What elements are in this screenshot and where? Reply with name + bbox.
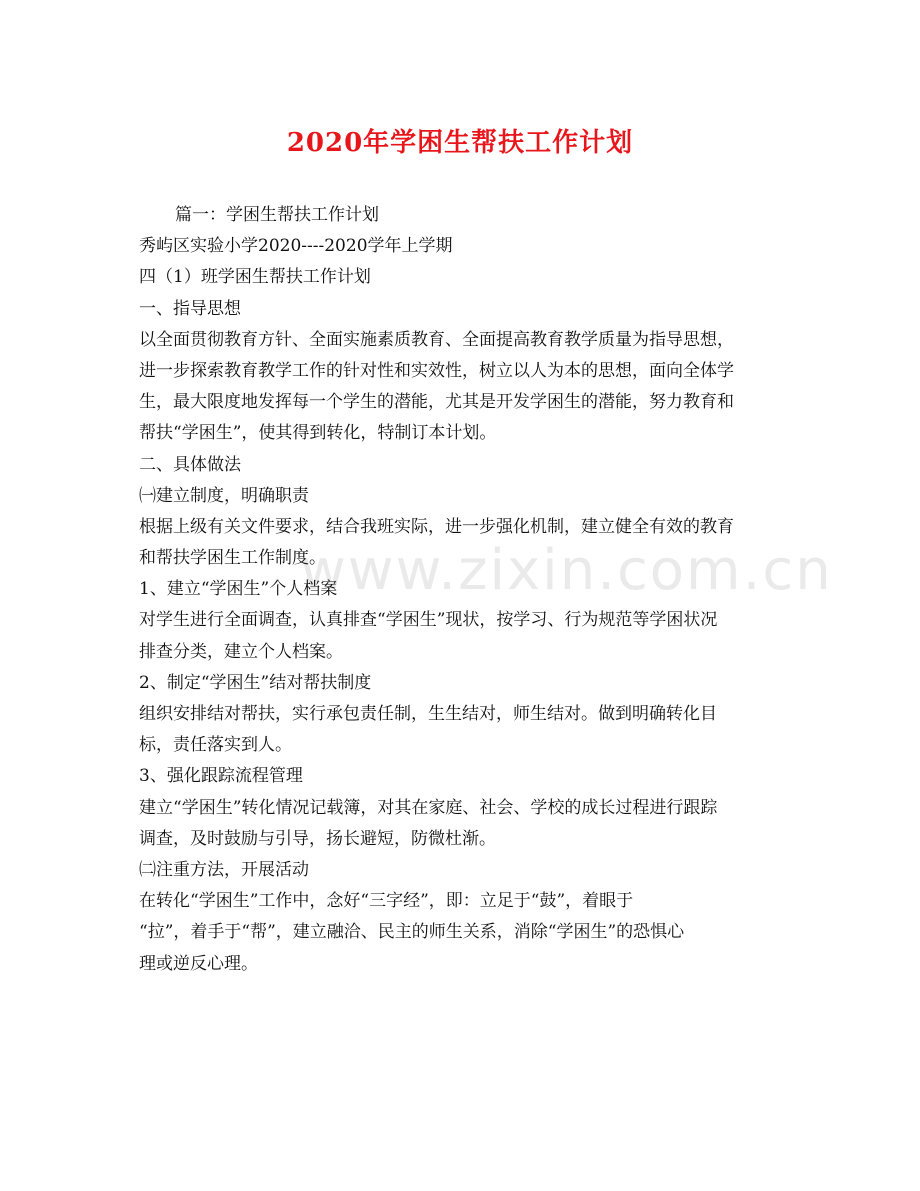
heading-guiding-thought: 一、指导思想 (139, 298, 241, 319)
paragraph-line: 建立“学困生”转化情况记载簿，对其在家庭、社会、学校的成长过程进行跟踪 (139, 797, 718, 818)
paragraph-line: 对学生进行全面调查，认真排查“学困生”现状，按学习、行为规范等学困状况 (139, 610, 718, 631)
section-heading: 篇一：学困生帮扶工作计划 (175, 205, 379, 225)
paragraph-line: “拉”，着手于“帮”，建立融洽、民主的师生关系，消除“学困生”的恐惧心 (139, 922, 685, 943)
plan-subtitle: 四（1）班学困生帮扶工作计划 (139, 267, 371, 288)
document-body (139, 200, 779, 980)
paragraph-line: 组织安排结对帮扶，实行承包责任制，生生结对，师生结对。做到明确转化目 (139, 704, 717, 724)
item-heading: 3、强化跟踪流程管理 (139, 766, 303, 787)
paragraph-line: 和帮扶学困生工作制度。 (139, 548, 326, 569)
school-line: 秀屿区实验小学2020----2020学年上学期 (139, 236, 453, 257)
paragraph-line: 排查分类，建立个人档案。 (139, 641, 343, 662)
watermark: www.zixin.com.cn (300, 538, 833, 603)
paragraph-line: 调查，及时鼓励与引导，扬长避短，防微杜渐。 (139, 828, 496, 849)
document-title: 2020年学困生帮扶工作计划 (286, 128, 634, 158)
paragraph-line: 帮扶“学困生”，使其得到转化，特制订本计划。 (139, 423, 497, 444)
paragraph-line: 理或逆反心理。 (139, 953, 258, 974)
paragraph-line: 以全面贯彻教育方针、全面实施素质教育、全面提高教育教学质量为指导思想， (139, 329, 734, 350)
paragraph-line: 根据上级有关文件要求，结合我班实际，进一步强化机制，建立健全有效的教育 (139, 516, 734, 537)
paragraph-line: 在转化“学困生”工作中，念好“三字经”，即：立足于“鼓”，着眼于 (139, 891, 634, 912)
item-heading: 2、制定“学困生”结对帮扶制度 (139, 672, 372, 693)
paragraph-line: 标，责任落实到人。 (139, 735, 292, 756)
paragraph-line: 生，最大限度地发挥每一个学生的潜能，尤其是开发学困生的潜能，努力教育和 (139, 392, 734, 413)
paragraph-line: 进一步探索教育教学工作的针对性和实效性，树立以人为本的思想，面向全体学 (139, 360, 734, 381)
heading-specific-methods: 二、具体做法 (139, 454, 241, 475)
item-heading: 1、建立“学困生”个人档案 (139, 579, 338, 600)
subheading-system: ㈠建立制度，明确职责 (139, 485, 309, 506)
subheading-methods: ㈡注重方法，开展活动 (139, 859, 309, 880)
